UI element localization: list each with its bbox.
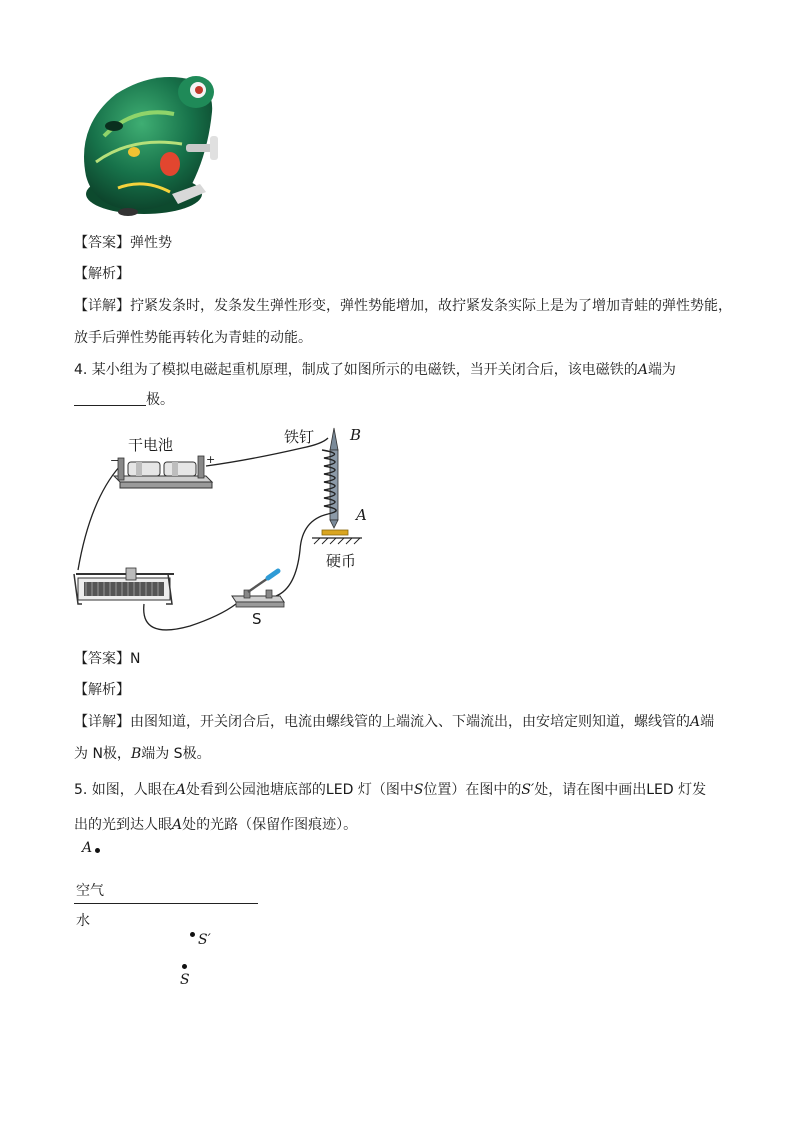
- q4-question-var: A: [637, 362, 648, 378]
- water-surface-line: [74, 903, 258, 904]
- q4-question-line-2: [74, 390, 174, 410]
- battery-minus-label: −: [110, 454, 120, 467]
- answer-blank: [74, 391, 146, 406]
- q3-detail-line-1: [74, 296, 732, 316]
- switch-label: S: [252, 610, 262, 628]
- q4-answer-line: [74, 649, 140, 669]
- coin-label: 硬币: [326, 552, 357, 570]
- refraction-figure: [74, 838, 274, 990]
- q3-answer-line: [74, 233, 172, 253]
- q4-detail-text-2b: 端为 S极。: [141, 746, 211, 762]
- image-point-label: S′: [198, 932, 211, 948]
- q3-analysis-tag: 【解析】: [74, 266, 130, 282]
- eye-point-dot: [95, 848, 100, 853]
- image-point-dot: [190, 932, 195, 937]
- q4-question-line-1: [74, 360, 676, 380]
- q4-detail-text-2a: 为 N极，: [74, 746, 131, 762]
- q5-question-line-1: [74, 780, 706, 800]
- water-label: 水: [76, 913, 90, 929]
- answer-tag: 【答案】: [74, 235, 130, 251]
- eye-point-label: A: [82, 840, 93, 856]
- source-point-label: S: [180, 972, 190, 988]
- q5-text-2b: 处的光路（保留作图痕迹）。: [182, 817, 358, 833]
- q5-var-1: A: [175, 782, 186, 798]
- answer-tag: 【答案】: [74, 651, 130, 667]
- q5-var-4: A: [172, 817, 183, 833]
- detail-tag: 【详解】: [74, 298, 130, 314]
- q3-detail-text-1: 拧紧发条时，发条发生弹性形变，弹性势能增加，故拧紧发条实际上是为了增加青蛙的弹性势能，: [130, 298, 732, 314]
- q4-detail-text-1b: 端: [700, 714, 715, 730]
- q4-detail-var-1: A: [690, 714, 701, 730]
- q5-var-2: S: [413, 782, 424, 798]
- q5-question-line-2: [74, 815, 357, 835]
- detail-tag: 【详解】: [74, 714, 130, 730]
- q5-text-1c: 位置）在图中的: [423, 782, 522, 798]
- battery-plus-label: +: [206, 453, 216, 466]
- nail-label: 铁钉: [284, 428, 315, 446]
- battery-label: 干电池: [128, 436, 174, 454]
- source-point-dot: [182, 964, 187, 969]
- q4-detail-line-1: [74, 712, 714, 732]
- q4-analysis-tag: 【解析】: [74, 682, 130, 698]
- air-label: 空气: [76, 883, 104, 899]
- circuit-drawing: [70, 420, 390, 632]
- q5-text-1d: 处，请在图中画出LED 灯发: [534, 782, 707, 798]
- q4-question-text-a: 4. 某小组为了模拟电磁起重机原理，制成了如图所示的电磁铁，当开关闭合后，该电磁铁的: [74, 362, 638, 378]
- toy-frog-image: [74, 66, 234, 220]
- electromagnet-circuit-figure: [70, 420, 390, 632]
- q4-question-text-b: 端为: [647, 362, 676, 378]
- q5-text-1b: 处看到公园池塘底部的LED 灯（图中: [185, 782, 414, 798]
- q4-answer: N: [130, 651, 141, 667]
- q4-question-text-c: 极。: [146, 392, 174, 408]
- q5-text-2a: 出的光到达人眼: [74, 817, 172, 833]
- q4-detail-line-2: [74, 744, 211, 764]
- point-a-label: A: [356, 506, 367, 524]
- q4-detail-var-2: B: [130, 746, 142, 762]
- point-b-label: B: [350, 426, 362, 444]
- q5-text-1a: 5. 如图，人眼在: [74, 782, 176, 798]
- q4-detail-text-1a: 由图知道，开关闭合后，电流由螺线管的上端流入、下端流出，由安培定则知道，螺线管的: [130, 714, 690, 730]
- q3-answer: 弹性势: [130, 235, 172, 251]
- q3-detail-line-2: 放手后弹性势能再转化为青蛙的动能。: [74, 330, 312, 346]
- q5-var-3: S′: [521, 782, 535, 798]
